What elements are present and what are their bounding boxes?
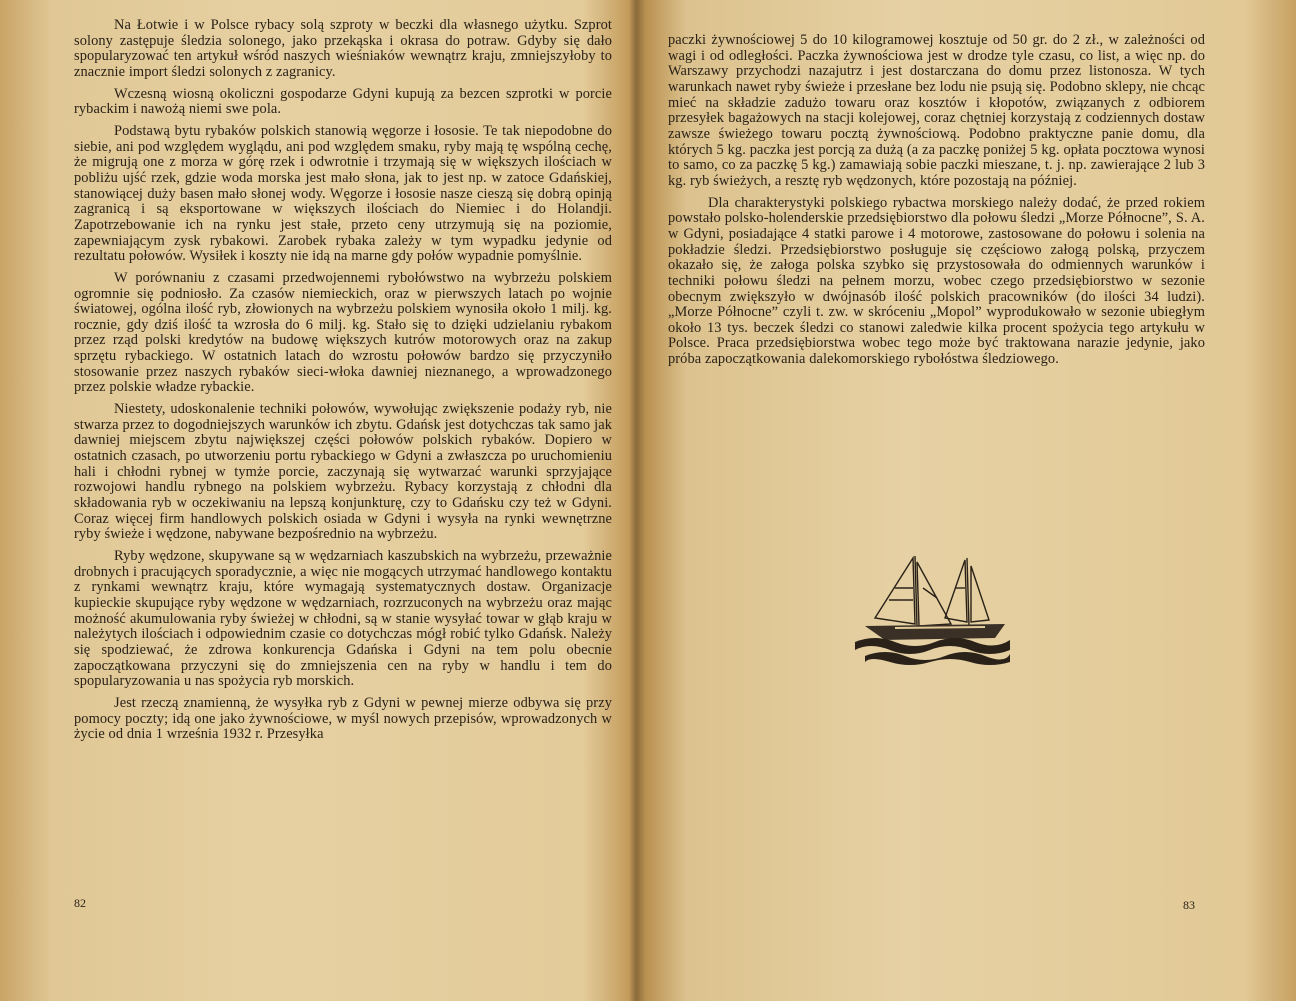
paragraph: paczki żywnościowej 5 do 10 kilogramowej kosztuje od 50 gr. do 2 zł., w zależności od wagi i od odległości. Paczka żywnościowa jest w drodze tyle czasu, co list, a więc np. do Warszawy przychodzi nazajutrz i jest dostarczana do domu przez listonosza. W tych warunkach nawet ryby świeże i przesłane bez lodu nie psują się. Podobno sklepy, nie chcąc mieć na składzie zadużo towaru oraz kosztów i kłopotów, związanych z odbiorem przesyłek bagażowych na stacji kolejowej, coraz chętniej korzystają z codziennych dostaw zawsze świeżego towaru pocztą żywnościową. Podobno praktyczne panie domu, dla których 5 kg. paczka jest porcją za dużą (a za paczkę poniżej 5 kg. opłata pocztowa wynosi to samo, co za paczkę 5 kg.) zamawiają sobie paczki mieszane, t. j. np. zawierające 2 lub 3 kg. ryb świeżych, a resztę ryb wędzonych, które pozostają na później.	[668, 32, 1205, 189]
paragraph: Podstawą bytu rybaków polskich stanowią węgorze i łososie. Te tak niepodobne do siebie, ani pod względem wyglądu, ani pod względem smaku, ryby mają tę wspólną cechę, że migrują one z morza w górę rzek i odwrotnie i trzymają się w większych ilościach w pobliżu ujść rzek, gdzie woda morska jest mało słona, jak to jest np. w zatoce Gdańskiej, stanowiącej duży basen mało słonej wody. Węgorze i łososie nasze cieszą się dobrą opinją zagranicą i są eksportowane w większych ilościach do Niemiec i do Holandji. Zapotrzebowanie ich na rynku jest stałe, przeto ceny utrzymują się na poziomie, zapewniającym zysk rybakowi. Zarobek rybaka zależy w tym wypadku jedynie od rezultatu połowów. Wysiłek i koszty nie idą na marne gdy połów wypadnie pomyślnie.	[74, 122, 612, 265]
paragraph: Jest rzeczą znamienną, że wysyłka ryb z Gdyni w pewnej mierze odbywa się przy pomocy poczty; idą one jako żywnościowe, w myśl nowych przepisów, wprowadzonych w życie od dnia 1 września 1932 r. Przesyłka	[74, 694, 612, 743]
paragraph: Wczesną wiosną okoliczni gospodarze Gdyni kupują za bezcen szprotki w porcie rybackim i nawożą niemi swe pola.	[74, 85, 612, 118]
page-number: 82	[74, 896, 86, 910]
left-page-text	[74, 18, 612, 749]
left-page	[0, 0, 640, 1001]
paragraph: W porównaniu z czasami przedwojennemi rybołówstwo na wybrzeżu polskiem ogromnie się podniosło. Za czasów niemieckich, oraz w pierwszych latach po wojnie światowej, ogólna ilość ryb, złowionych na wybrzeżu polskiem wynosiła około 1 milj. kg. rocznie, gdy dziś ilość ta wzrosła do 6 milj. kg. Stało się to dzięki udzielaniu rybakom przez rząd polski kredytów na budowę większych kutrów motorowych oraz na zakup sprzętu rybackiego. W ostatnich latach do wzrostu połowów bardzo się przyczyniło stosowanie przez naszych rybaków sieci-włoka dawniej nieznanego, a wprowadzonego przez polskie władze rybackie.	[74, 269, 612, 396]
right-page-text	[668, 33, 1205, 374]
paragraph: Ryby wędzone, skupywane są w wędzarniach kaszubskich na wybrzeżu, przeważnie drobnych i pracujących sporadycznie, a więc nie mogących utrzymać handlowego kontaktu z rynkami wewnątrz kraju, które wymagają systematycznych dostaw. Organizacje kupieckie skupujące ryby wędzone w wędzarniach, rozrzuconych na wybrzeżu oraz mając możność akumulowania ryby świeżej w chłodni, są w stanie wysyłać towar w głąb kraju w należytych ilościach i odpowiednim czasie co dotychczas mógł robić tylko Gdańsk. Należy się spodziewać, że zdrowa konkurencja Gdańska i Gdyni na tem polu obecnie zapoczątkowana przyczyni się do zmniejszenia cen na ryby w handlu i tem do spopularyzowania u nas spożycia ryb morskich.	[74, 548, 612, 690]
paragraph: Dla charakterystyki polskiego rybactwa morskiego należy dodać, że przed rokiem powstało polsko-holenderskie przedsiębiorstwo dla połowu śledzi „Morze Północne”, S. A. w Gdyni, posiadające 4 statki parowe i 4 motorowe, zastosowane do połowu i solenia na pokładzie śledzi. Przedsiębiorstwo posługuje się częściowo załogą polską, przyczem okazało się, że załoga polska szybko się przystosowała do odmiennych warunków i techniki połowu śledzi na pełnem morzu, wobec czego przedsiębiorstwo w sezonie obecnym zwiększyło w dwójnasób ilość polskich pracowników (do ilości 34 ludzi). „Morze Północne” czyli t. zw. w skróceniu „Mopol” wyprodukowało w sezonie ubiegłym około 13 tys. beczek śledzi co stanowi zaledwie kilka procent spożycia tego artykułu w Polsce. Praca przedsiębiorstwa wobec tego może być traktowana narazie jedynie, jako próba zapoczątkowania dalekomorskiego rybołóstwa śledziowego.	[668, 194, 1205, 368]
page-number: 83	[1183, 898, 1195, 912]
paragraph: Na Łotwie i w Polsce rybacy solą szproty w beczki dla własnego użytku. Szprot solony zastępuje śledzia solonego, jako przekąska i okrasa do potraw. Gdyby się dało spopularyzować ten artykuł wśród naszych wieśniaków wewnątrz kraju, zmniejszyłoby to znacznie import śledzi solonych z zagranicy.	[74, 17, 612, 80]
paragraph: Niestety, udoskonalenie techniki połowów, wywołując zwiększenie podaży ryb, nie stwarza przez to dogodniejszych warunków ich zbytu. Gdańsk jest dotychczas tak samo jak dawniej miejscem zbytu największej części połowów polskich rybaków. Dopiero w ostatnich czasach, po utworzeniu portu rybackiego w Gdyni a zwłaszcza po uruchomieniu hali i chłodni rybnej w tymże porcie, zaczynają się wytwarzać warunki sprzyjające rozwojowi handlu rybnego na polskiem wybrzeżu. Rybacy korzystają z chłodni dla składowania ryb w oczekiwaniu na lepszą konjunkturę, czy to Gdańsku czy też w Gdyni. Coraz więcej firm handlowych polskich osiada w Gdyni i wysyła na rynki wewnętrzne ryby świeże i wędzone, nabywane bezpośrednio na wybrzeżu.	[74, 401, 612, 543]
sailboat-icon	[855, 548, 1010, 670]
right-page	[650, 0, 1296, 1001]
